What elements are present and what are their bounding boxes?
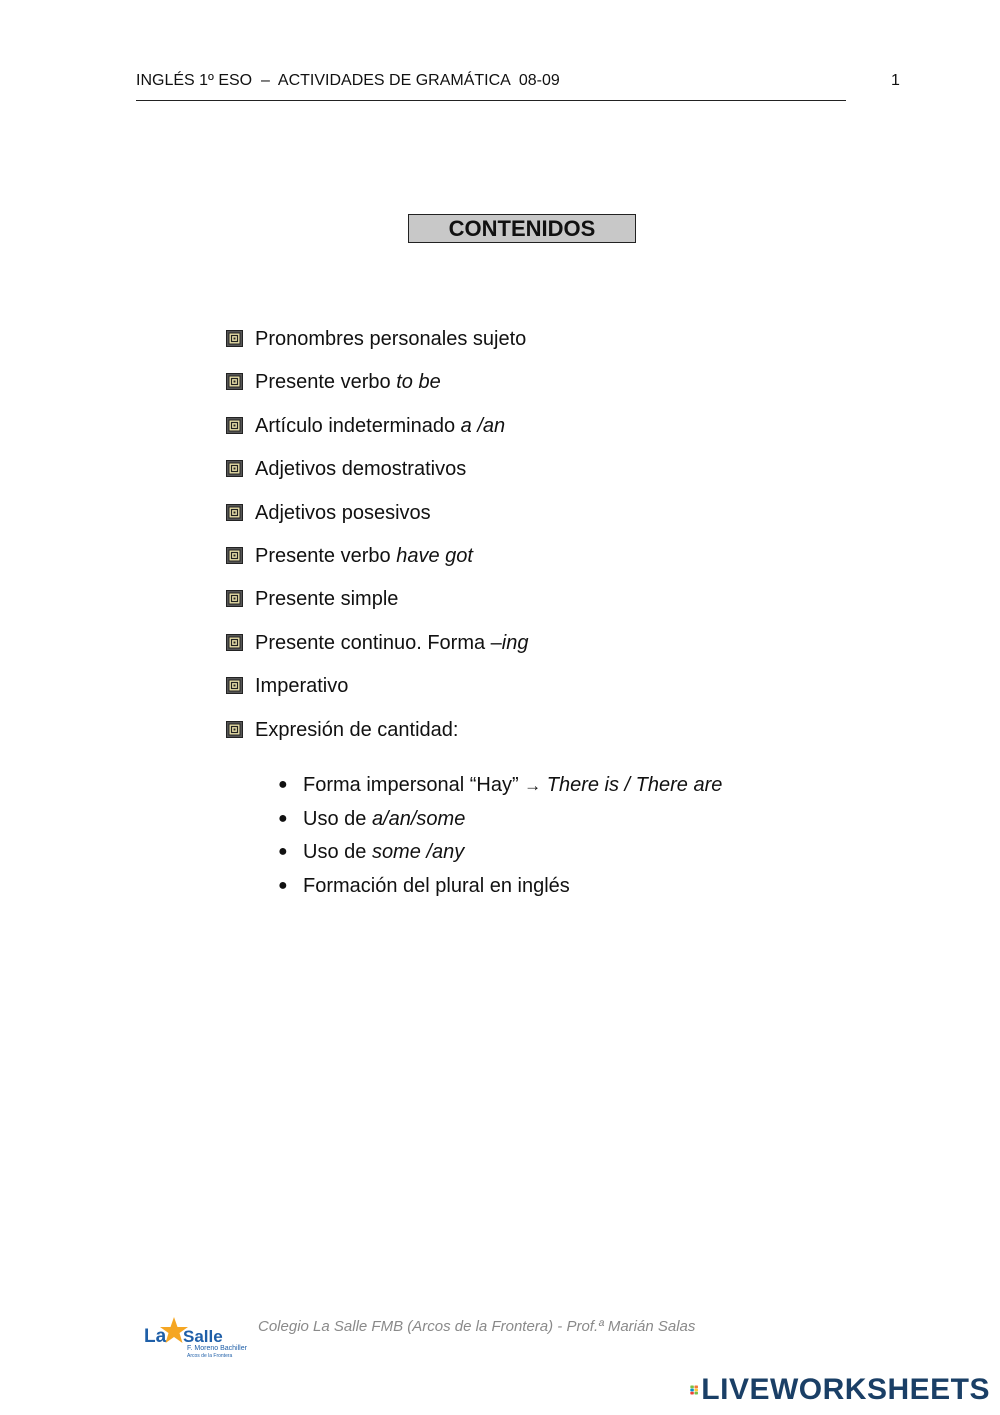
dot-bullet-icon: ●: [278, 776, 288, 793]
square-bullet-icon: [226, 373, 243, 390]
logo-word-la: La: [144, 1326, 167, 1347]
list-item: [226, 325, 529, 368]
list-item: [226, 542, 529, 585]
square-bullet-icon: [226, 504, 243, 521]
list-item: [278, 838, 722, 872]
square-bullet-icon: [226, 721, 243, 738]
arrow-right-icon: →: [524, 776, 542, 795]
page-number: 1: [891, 72, 900, 89]
topic-text: Imperativo: [255, 675, 349, 698]
logo-location: Arcos de la Frontera: [187, 1353, 233, 1359]
topic-text: Presente continuo. Forma –ing: [255, 631, 529, 654]
topic-text: Presente simple: [255, 588, 399, 611]
subtopic-text: Forma impersonal “Hay” → There is / There are: [303, 774, 723, 796]
list-item: [226, 412, 529, 455]
dot-bullet-icon: ●: [278, 809, 288, 827]
list-item: [226, 455, 529, 498]
topic-text: Pronombres personales sujeto: [255, 328, 527, 350]
watermark-text: LIVEWORKSHEETS: [701, 1373, 990, 1406]
dot-bullet-icon: ●: [278, 843, 288, 860]
list-item: [278, 872, 722, 906]
subtopic-text: Formación del plural en inglés: [303, 874, 570, 897]
dot-bullet-icon: ●: [278, 876, 288, 894]
topics-list: [226, 325, 529, 759]
topic-text: Presente verbo have got: [255, 544, 473, 567]
topic-text: Adjetivos posesivos: [255, 501, 431, 524]
topic-text: Artículo indeterminado a /an: [255, 414, 506, 437]
square-bullet-icon: [226, 330, 243, 347]
list-item: [226, 672, 529, 715]
square-bullet-icon: [226, 547, 243, 564]
liveworksheets-logo-icon: [690, 1376, 698, 1404]
list-item: [278, 805, 722, 839]
list-item: [226, 499, 529, 542]
subtopics-list: [278, 771, 722, 905]
subtopic-text: Uso de some /any: [303, 841, 465, 863]
liveworksheets-watermark: [690, 1372, 990, 1408]
list-item: [226, 368, 529, 411]
square-bullet-icon: [226, 590, 243, 607]
list-item: [226, 716, 529, 759]
topic-text: Expresión de cantidad:: [255, 718, 459, 741]
square-bullet-icon: [226, 417, 243, 434]
header-title: INGLÉS 1º ESO – ACTIVIDADES DE GRAMÁTICA 08-09: [136, 72, 560, 89]
topic-text: Adjetivos demostrativos: [255, 458, 467, 481]
logo-subtitle: F. Moreno Bachiller: [187, 1345, 247, 1352]
square-bullet-icon: [226, 677, 243, 694]
topic-text: Presente verbo to be: [255, 371, 441, 394]
la-salle-logo: [140, 1315, 250, 1360]
logo-word-salle: Salle: [183, 1327, 223, 1346]
subtopic-text: Uso de a/an/some: [303, 807, 466, 830]
section-title: CONTENIDOS: [408, 214, 636, 243]
list-item: [278, 771, 722, 805]
page-header: [136, 70, 846, 101]
footer-credit: Colegio La Salle FMB (Arcos de la Frontera) - Prof.ª Marián Salas: [258, 1318, 696, 1335]
square-bullet-icon: [226, 460, 243, 477]
list-item: [226, 629, 529, 672]
list-item: [226, 585, 529, 628]
square-bullet-icon: [226, 634, 243, 651]
